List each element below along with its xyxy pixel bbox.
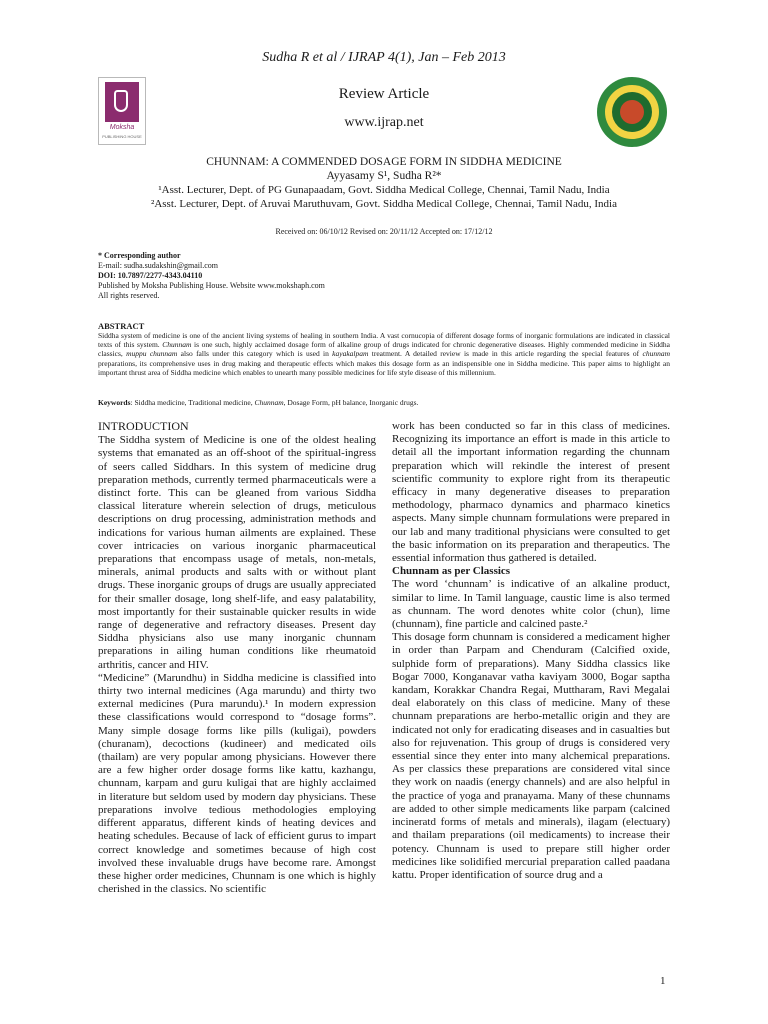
abstract-heading: ABSTRACT: [98, 321, 145, 331]
affiliation-1: ¹Asst. Lecturer, Dept. of PG Gunapaadam, Govt. Siddha Medical College, Chennai, Tamil Nadu, India: [158, 184, 610, 196]
abstract-text: is one such, highly acclaimed dosage form of alkaline group of drugs indicated for chronic degenerative diseases. Highly commended medicine in Siddha classics,: [98, 340, 670, 359]
affiliation-2: ²Asst. Lecturer, Dept. of Aruvai Maruthuvam, Govt. Siddha Medical College, Chennai, Tamil Nadu, India: [151, 198, 617, 210]
abstract-term: chunnam: [642, 349, 670, 359]
abstract-term: kayakalpam: [332, 349, 369, 359]
body-column-right: [392, 420, 670, 882]
journal-citation-line: Sudha R et al / IJRAP 4(1), Jan – Feb 2013: [262, 50, 506, 65]
corresponding-author-heading: * Corresponding author: [98, 251, 181, 260]
body-column-left: [98, 420, 376, 896]
abstract-term: muppu chunnam: [126, 349, 178, 359]
rights-line: All rights reserved.: [98, 291, 160, 300]
article-type: Review Article: [338, 86, 430, 102]
paper-title: CHUNNAM: A COMMENDED DOSAGE FORM IN SIDDHA MEDICINE: [206, 156, 562, 168]
publisher-line: Published by Moksha Publishing House. Website www.mokshaph.com: [98, 281, 325, 290]
journal-url[interactable]: www.ijrap.net: [344, 115, 424, 130]
page-number: 1: [660, 975, 666, 987]
abstract-body: [98, 331, 670, 377]
keywords-text: , Dosage Form, pH balance, Inorganic drugs.: [283, 398, 419, 407]
abstract-text: also falls under this category which is used in: [177, 349, 333, 359]
keywords-label: Keywords: [98, 398, 131, 407]
correspondence-block: [98, 251, 325, 301]
publisher-logo-name: Moksha: [109, 124, 135, 131]
keywords-term: Chunnam: [254, 398, 284, 407]
abstract-text: treatment. A detailed review is made in this article regarding the special features of: [368, 349, 643, 359]
abstract-text: Siddha system of medicine is one of the ancient living systems of healing in southern India. A vast cornucopia of different dosage forms of inorganic formulations are indicated in classical texts of this system.: [98, 331, 670, 350]
body-paragraph: This dosage form chunnam is considered a medicament higher in order than Parpam and Chenduram (Calcified oxide, sulphide form of preparations). Many Siddha classics like Bogar 7000, Konganavar vatha kaviyam 3000, Bogar saptha kandam, Korakkar Chandra Regai, Muttharam, Ravi Megalai deal elaborately on this class of medicine. Many of these chunnam preparations are herbo-metallic origin and they are indicated not only for eradicating diseases and in casualties but also for rejuvenation. This group of drugs is considered very essential since they enter into many alchemical preparations. As per classics these preparations are considered vital since they work on naadis (energy channels) and are also helpful in the practice of yoga and pranayama. Many of these chunnams are added to other simple medicaments like parpam (calcined incineratd forms of metals and minerals), ilagam (electuary) and thailam preparations (oil medicaments) to increase their potency. Chunnam is used to prepare still higher order medicines like solidified mercurial preparation called paadana kattu. Proper identification of source drug and a: [392, 631, 670, 881]
body-paragraph: The Siddha system of Medicine is one of the oldest healing systems that emanated as an off-shoot of the spiritual-ingress of seers called Siddhars. In this system of medicine drug preparation methods, currently termed pharmaceuticals were a distinct forte. This can be gleaned from various Siddha classical literature wherein selection of drugs, meticulous descriptions on drug processing, administration methods and indications for various human ailments are explained. These cover intricacies on various inorganic pharmaceutical preparations that encompass usage of metals, non-metals, minerals, animal products and salts with or without plant drugs. These inorganic groups of drugs are usually appreciated for their smaller dosage, long shelf-life, and easy palatability, most importantly for their sustainable quicker results in wide range of degenerative and refractory diseases. Present day Siddha physicians also use many inorganic chunnam preparations in ailing human conditions like rheumatoid arthritis, cancer and HIV.: [98, 434, 376, 671]
publisher-logo-sub: PUBLISHING HOUSE: [102, 134, 142, 139]
body-paragraph: work has been conducted so far in this class of medicines. Recognizing its importance an effort is made in this article to detail all the important information regarding the chunnam preparation which will rekindle the interest of present scientific community to explore right from its therapeutic efficacy in many degenerative diseases to preparation methodology, pharmaco dynamics and pharmaco kinetics aspects. Many simple chunnam formulations were prepared in our lab and many traditional physicians were consulted to get the basic information on its preparation and therapeutics. The essential information thus gathered is detailed.: [392, 420, 670, 565]
introduction-heading: INTRODUCTION: [98, 419, 189, 433]
abstract-term: Chunnam: [162, 340, 192, 350]
classics-heading: Chunnam as per Classics: [392, 565, 511, 578]
body-paragraph: “Medicine” (Marundhu) in Siddha medicine is classified into thirty two internal medicines (Aga marundu) and thirty two external medicines (Pura marundu).¹ In modern expression these classifications would correspond to “dosage forms”. Many simple dosage forms like pills (kuligai), powders (churanam), decoctions (kudineer) and medicated oils (thailam) are very popular among physicians. However there are a few higher order dosage forms like kattu, kazhangu, chunnam, karpam and guru kuligai that are highly acclaimed in literature but seldom used by modern day physicians. These preparations involve tedious methodologies employing different apparatus, different kinds of heating devices and heating schedules. Because of lack of efficient gurus to impart correct knowledge and sometimes because of high cost involved these invaluable drugs have become rare. Amongst these higher order medicines, Chunnam is one which is highly cherished in the classics. No scientific: [98, 671, 376, 896]
corresponding-email[interactable]: E-mail: sudha.sudakshin@gmail.com: [98, 261, 219, 270]
submission-dates: Received on: 06/10/12 Revised on: 20/11/12 Accepted on: 17/12/12: [275, 227, 493, 236]
keywords-text: : Siddha medicine, Traditional medicine,: [130, 398, 255, 407]
keywords-line: [98, 398, 670, 407]
body-paragraph: The word ‘chunnam’ is indicative of an alkaline product, similar to lime. In Tamil language, caustic lime is also termed as chunnam. The word denotes white color (chun), lime (chunnam), fine particle and calcined paste.²: [392, 578, 670, 631]
authors-line: Ayyasamy S¹, Sudha R²*: [326, 170, 442, 182]
abstract-text: preparations, its comprehensive uses in drug making and therapeutic effects which makes this dosage form as an indispensible one in Siddha medicine. This paper aims to highlight an important thrust area of Siddha medicine which enables to unearth many possible medicines for life style disease of this millennium.: [98, 358, 670, 377]
doi-line[interactable]: DOI: 10.7897/2277-4343.04110: [98, 271, 203, 280]
